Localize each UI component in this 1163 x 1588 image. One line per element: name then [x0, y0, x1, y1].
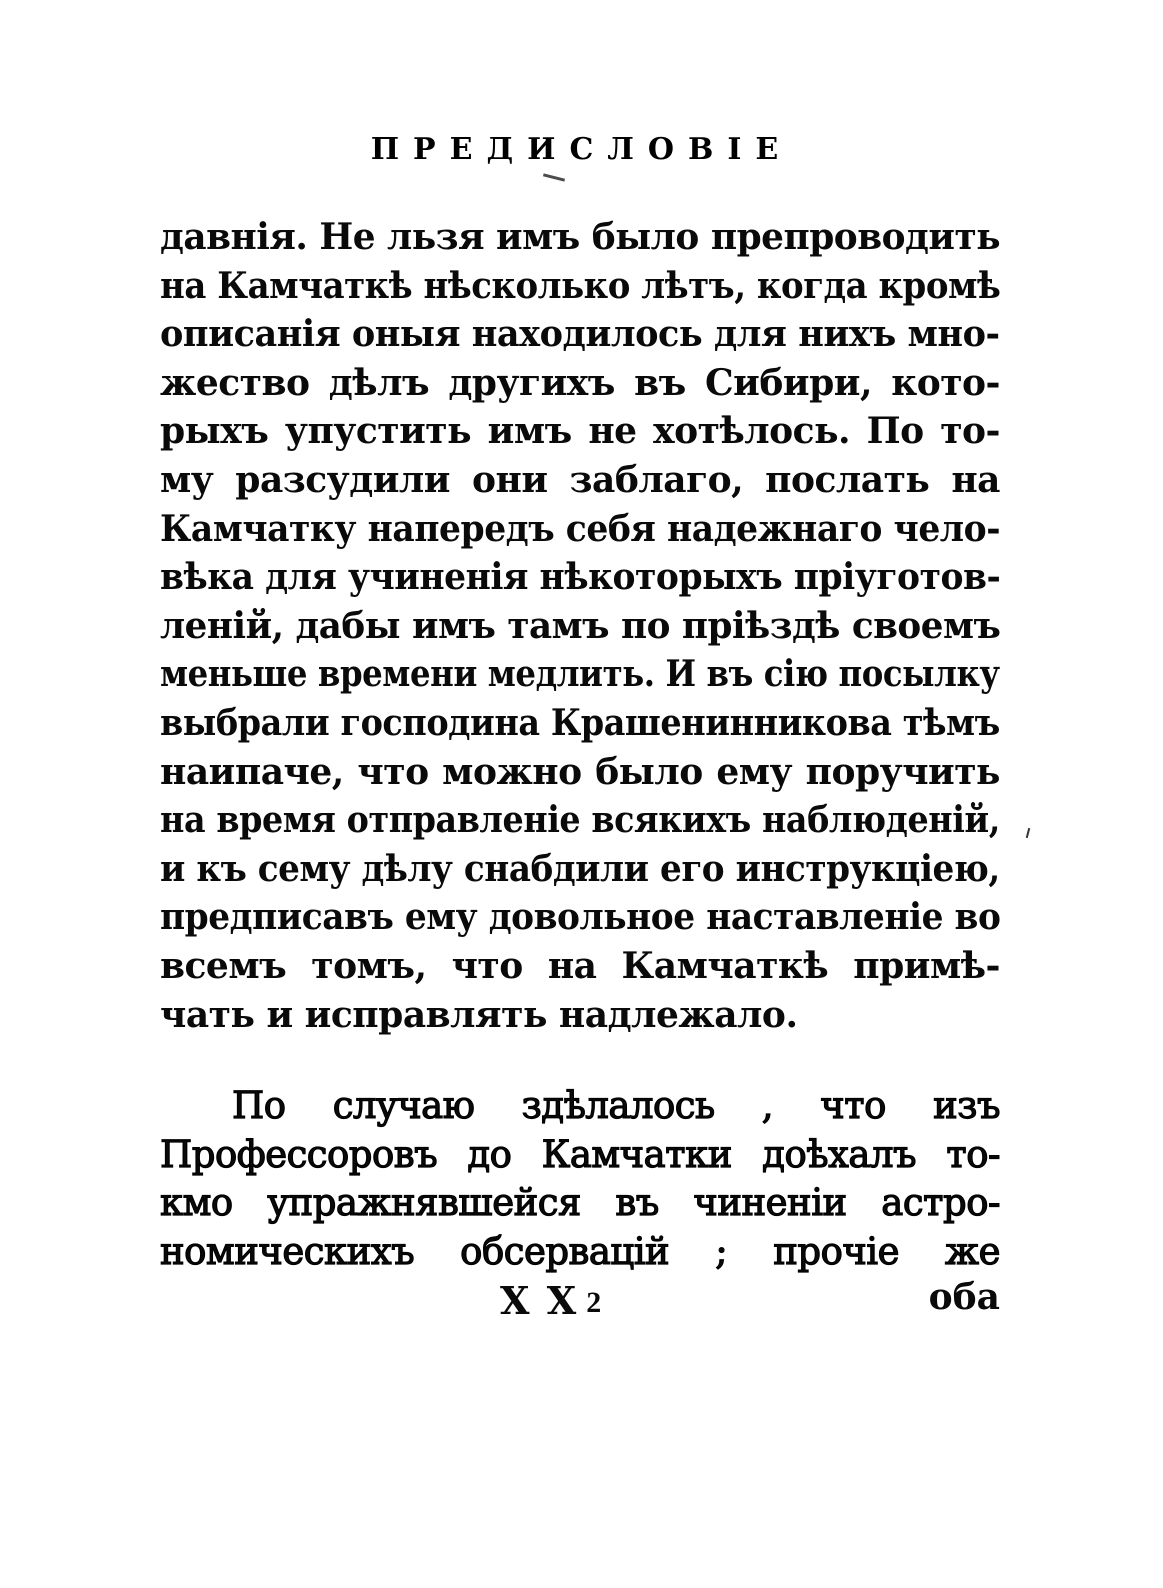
- signature-symbol: X X: [500, 1278, 579, 1323]
- text-line: на Камчаткѣ нѣсколько лѣтъ, когда кромѣ: [160, 264, 1001, 307]
- text-line: номическихъ обсервацій ; прочіе же: [160, 1229, 1000, 1273]
- text-line: Камчатку напередъ себя надежнаго чело-: [160, 507, 1001, 550]
- text-line: му разсудили они заблаго, послать на: [160, 458, 1000, 501]
- signature-number: 2: [586, 1286, 604, 1319]
- text-line: предписавъ ему довольное наставленіе во: [160, 896, 1001, 939]
- text-line: описанія оныя находилось для нихъ мно-: [160, 313, 1000, 356]
- text-line: на время отправленіе всякихъ наблюденій,: [160, 799, 1000, 842]
- paragraph-2: [160, 1082, 1000, 1276]
- text-line: леній, дабы имъ тамъ по пріѣздѣ своемъ: [160, 604, 1001, 647]
- text-line: вѣка для учиненія нѣкоторыхъ пріуготов-: [160, 556, 1001, 599]
- catchword: оба: [928, 1276, 1000, 1318]
- text-line: всемъ томъ, что на Камчаткѣ примѣ-: [160, 944, 1000, 987]
- paragraph-1: [160, 213, 1000, 1039]
- text-line: чать и исправлять надлежало.: [160, 993, 798, 1036]
- running-head-title: ПРЕДИСЛОВІЕ: [370, 132, 793, 167]
- text-line: выбрали господина Крашенинникова тѣмъ: [160, 701, 1000, 744]
- text-line: меньше времени медлить. И въ сію посылку: [160, 653, 1000, 696]
- signature-mark: [500, 1278, 603, 1323]
- text-line: Профессоровъ до Камчатки доѣхалъ то-: [160, 1132, 1000, 1176]
- text-line: рыхъ упустить имъ не хотѣлось. По то-: [160, 410, 1000, 453]
- text-line: давнія. Не льзя имъ было препроводить: [160, 216, 1001, 258]
- text-line: наипаче, что можно было ему поручить: [160, 750, 1000, 793]
- decorative-tilde: [543, 173, 565, 181]
- text-line: По случаю здѣлалось , что изъ: [232, 1084, 1000, 1127]
- text-line: жество дѣлъ другихъ въ Сибири, кото-: [160, 361, 1000, 404]
- text-line: и къ сему дѣлу снабдили его инструкціею,: [160, 847, 1000, 890]
- text-line: кмо упражнявшейся въ чиненіи астро-: [160, 1181, 1000, 1225]
- running-head: [0, 132, 1163, 167]
- print-speck: [1026, 828, 1031, 838]
